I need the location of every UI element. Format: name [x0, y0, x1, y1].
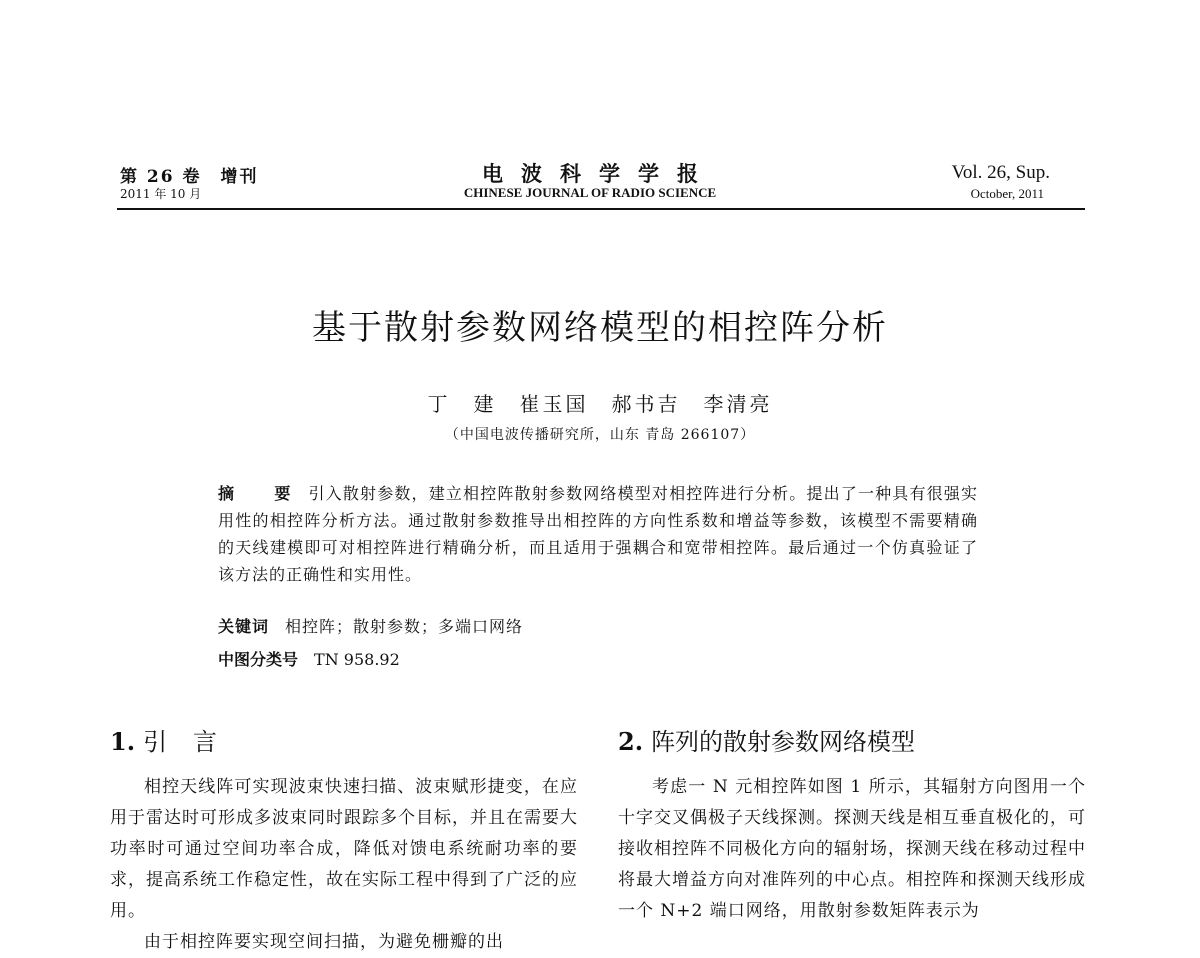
section-2-title: 阵列的散射参数网络模型 [651, 728, 916, 756]
keywords [218, 614, 523, 637]
section-1-paragraph: 由于相控阵要实现空间扫描，为避免栅瓣的出 [144, 932, 504, 952]
classification [218, 647, 400, 670]
volume-issue: 第 26 卷 增刊 [120, 167, 259, 187]
section-1-body [110, 772, 578, 958]
section-1-heading [110, 722, 243, 757]
issue-date: 2011 年 10 月 [120, 187, 202, 201]
classification-code: TN 958.92 [314, 650, 400, 669]
header-rule [117, 208, 1085, 210]
section-1-paragraph: 相控天线阵可实现波束快速扫描、波束赋形捷变，在应用于雷达时可形成多波束同时跟踪多个目标，并且在需要大功率时可通过空间功率合成，降低对馈电系统耐功率的要求，提高系统工作稳定性，故在实际工程中得到了广泛的应用。 [110, 777, 578, 921]
section-2-paragraph: 考虑一 N 元相控阵如图 1 所示，其辐射方向图用一个十字交叉偶极子天线探测。探测天线是相互垂直极化的，可接收相控阵不同极化方向的辐射场，探测天线在移动过程中将最大增益方向对准阵列的中心点。相控阵和探测天线形成一个 N+2 端口网络，用散射参数矩阵表示为 [618, 777, 1086, 921]
journal-name-cn: 电波科学学报 [482, 161, 716, 186]
section-1-number: 1. [110, 727, 136, 756]
section-2-heading [618, 722, 915, 757]
paper-title: 基于散射参数网络模型的相控阵分析 [312, 308, 888, 348]
section-2-body [618, 772, 1086, 927]
paper-authors: 丁 建 崔玉国 郝书吉 李清亮 [427, 392, 773, 416]
keywords-text: 相控阵；散射参数；多端口网络 [285, 617, 524, 636]
abstract-label: 摘 要 [218, 484, 303, 503]
volume-en: Vol. 26, Sup. [951, 162, 1050, 183]
journal-name-en: CHINESE JOURNAL OF RADIO SCIENCE [463, 185, 717, 200]
abstract-text: 引入散射参数，建立相控阵散射参数网络模型对相控阵进行分析。提出了一种具有很强实用性的相控阵分析方法。通过散射参数推导出相控阵的方向性系数和增益等参数，该模型不需要精确的天线建模即可对相控阵进行精确分析，而且适用于强耦合和宽带相控阵。最后通过一个仿真验证了该方法的正确性和实用性。 [218, 484, 978, 584]
date-en: October, 2011 [970, 186, 1044, 201]
section-2-number: 2. [618, 727, 644, 756]
classification-label: 中图分类号 [218, 650, 299, 669]
section-1-title: 引言 [143, 728, 244, 756]
abstract [218, 480, 978, 588]
keywords-label: 关键词 [218, 617, 270, 636]
paper-affiliation: （中国电波传播研究所，山东 青岛 266107） [444, 427, 756, 443]
